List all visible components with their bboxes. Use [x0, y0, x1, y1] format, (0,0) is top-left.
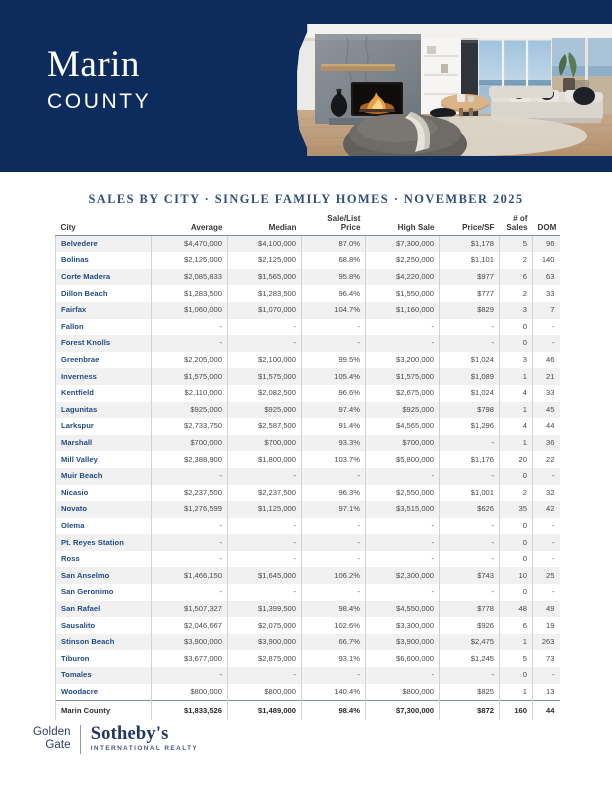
cell-price-sf: $977	[440, 269, 500, 286]
cell-high-sale: -	[366, 534, 440, 551]
page-subtitle: COUNTY	[47, 90, 152, 113]
cell-dom: 36	[533, 435, 560, 452]
cell-dom: -	[533, 667, 560, 684]
cell-average: -	[152, 667, 228, 684]
cell-average: $1,283,500	[152, 285, 228, 302]
cell-price-sf: $829	[440, 302, 500, 319]
cell-sale-list-price: -	[302, 584, 366, 601]
cell-median: $1,575,000	[228, 368, 302, 385]
cell-num-sales: 1	[500, 634, 533, 651]
cell-high-sale: $925,000	[366, 402, 440, 419]
cell-average: $1,575,000	[152, 368, 228, 385]
table-header-row	[56, 214, 560, 235]
cell-average: -	[152, 518, 228, 535]
cell-high-sale: $3,200,000	[366, 352, 440, 369]
cell-average: $3,900,000	[152, 634, 228, 651]
cell-dom: 19	[533, 617, 560, 634]
cell-high-sale: $800,000	[366, 684, 440, 701]
cell-num-sales: 6	[500, 269, 533, 286]
cell-price-sf: $1,178	[440, 235, 500, 252]
cell-sale-list-price: -	[302, 468, 366, 485]
cell-num-sales: 1	[500, 368, 533, 385]
cell-price-sf: $778	[440, 601, 500, 618]
cell-price-sf: -	[440, 468, 500, 485]
cell-median: $2,875,000	[228, 650, 302, 667]
table-row	[56, 402, 560, 419]
cell-price-sf: $777	[440, 285, 500, 302]
table-row	[56, 617, 560, 634]
cell-high-sale: $2,250,000	[366, 252, 440, 269]
cell-num-sales: 1	[500, 402, 533, 419]
cell-high-sale: -	[366, 319, 440, 336]
cell-median: $2,082,500	[228, 385, 302, 402]
cell-city: Fairfax	[56, 302, 152, 319]
cell-sale-list-price: 96.3%	[302, 485, 366, 502]
golden-gate-wordmark	[33, 726, 80, 752]
table-row	[56, 684, 560, 701]
cell-price-sf: $1,089	[440, 368, 500, 385]
cell-num-sales: 0	[500, 468, 533, 485]
cell-city: Tiburon	[56, 650, 152, 667]
cell-num-sales: 0	[500, 534, 533, 551]
cell-total-sale-list-price: 98.4%	[302, 701, 366, 720]
table-row	[56, 352, 560, 369]
table-row	[56, 501, 560, 518]
cell-sale-list-price: 97.1%	[302, 501, 366, 518]
cell-city: Woodacre	[56, 684, 152, 701]
cell-total-city: Marin County	[56, 701, 152, 720]
cell-sale-list-price: -	[302, 335, 366, 352]
cell-high-sale: $7,300,000	[366, 235, 440, 252]
cell-city: Tomales	[56, 667, 152, 684]
cell-median: $1,125,000	[228, 501, 302, 518]
cell-dom: 42	[533, 501, 560, 518]
cell-price-sf: $626	[440, 501, 500, 518]
cell-average: $1,060,000	[152, 302, 228, 319]
cell-total-num-sales: 160	[500, 701, 533, 720]
cell-average: $2,110,000	[152, 385, 228, 402]
cell-median: $1,565,000	[228, 269, 302, 286]
cell-dom: 33	[533, 385, 560, 402]
cell-average: $1,507,327	[152, 601, 228, 618]
cell-price-sf: -	[440, 551, 500, 568]
cell-median: $1,283,500	[228, 285, 302, 302]
cell-dom: 49	[533, 601, 560, 618]
cell-average: -	[152, 534, 228, 551]
cell-price-sf: $798	[440, 402, 500, 419]
cell-dom: -	[533, 534, 560, 551]
cell-sale-list-price: -	[302, 667, 366, 684]
cell-num-sales: 5	[500, 650, 533, 667]
cell-average: $2,046,667	[152, 617, 228, 634]
cell-num-sales: 4	[500, 418, 533, 435]
cell-median: $1,645,000	[228, 567, 302, 584]
cell-dom: -	[533, 551, 560, 568]
cell-city: Stinson Beach	[56, 634, 152, 651]
cell-sale-list-price: 66.7%	[302, 634, 366, 651]
column-header-sale-list-line2: Price	[340, 223, 361, 233]
cell-city: Larkspur	[56, 418, 152, 435]
cell-high-sale: $4,550,000	[366, 601, 440, 618]
cell-dom: 32	[533, 485, 560, 502]
cell-num-sales: 2	[500, 285, 533, 302]
cell-high-sale: $4,565,000	[366, 418, 440, 435]
cell-average: -	[152, 468, 228, 485]
cell-average: $2,205,000	[152, 352, 228, 369]
table-row	[56, 451, 560, 468]
cell-average: $4,470,000	[152, 235, 228, 252]
cell-city: Greenbrae	[56, 352, 152, 369]
cell-sale-list-price: 103.7%	[302, 451, 366, 468]
cell-high-sale: $1,550,000	[366, 285, 440, 302]
cell-median: $2,587,500	[228, 418, 302, 435]
sales-table-container	[55, 214, 559, 720]
cell-price-sf: $1,001	[440, 485, 500, 502]
cell-high-sale: $700,000	[366, 435, 440, 452]
hero-photo-illustration	[293, 24, 612, 156]
cell-average: -	[152, 319, 228, 336]
cell-city: Ross	[56, 551, 152, 568]
cell-num-sales: 0	[500, 335, 533, 352]
cell-median: $2,075,000	[228, 617, 302, 634]
cell-sale-list-price: 102.6%	[302, 617, 366, 634]
cell-dom: -	[533, 468, 560, 485]
column-header-num-sales-line2: Sales	[506, 223, 528, 233]
cell-city: Sausalito	[56, 617, 152, 634]
cell-median: -	[228, 468, 302, 485]
cell-num-sales: 2	[500, 485, 533, 502]
cell-median: $1,399,500	[228, 601, 302, 618]
cell-num-sales: 10	[500, 567, 533, 584]
cell-city: San Anselmo	[56, 567, 152, 584]
cell-median: $4,100,000	[228, 235, 302, 252]
cell-high-sale: $1,575,000	[366, 368, 440, 385]
table-row	[56, 368, 560, 385]
cell-average: $2,125,000	[152, 252, 228, 269]
cell-dom: 22	[533, 451, 560, 468]
page-title-block	[47, 44, 151, 115]
cell-total-price-sf: $872	[440, 701, 500, 720]
table-row	[56, 235, 560, 252]
cell-price-sf: $1,024	[440, 385, 500, 402]
cell-total-dom: 44	[533, 701, 560, 720]
table-row	[56, 567, 560, 584]
table-row	[56, 252, 560, 269]
cell-median: -	[228, 335, 302, 352]
table-row	[56, 634, 560, 651]
table-row	[56, 667, 560, 684]
cell-dom: 73	[533, 650, 560, 667]
cell-price-sf: $926	[440, 617, 500, 634]
table-row	[56, 335, 560, 352]
cell-sale-list-price: 87.0%	[302, 235, 366, 252]
cell-average: $2,237,500	[152, 485, 228, 502]
table-row	[56, 601, 560, 618]
column-header-sale-list-line1: Sale/List	[327, 214, 361, 223]
cell-num-sales: 35	[500, 501, 533, 518]
cell-num-sales: 1	[500, 684, 533, 701]
cell-city: Dillon Beach	[56, 285, 152, 302]
cell-median: -	[228, 551, 302, 568]
cell-average: $1,466,150	[152, 567, 228, 584]
cell-high-sale: $6,600,000	[366, 650, 440, 667]
cell-price-sf: $1,245	[440, 650, 500, 667]
cell-high-sale: $3,300,000	[366, 617, 440, 634]
table-row	[56, 518, 560, 535]
cell-sale-list-price: 93.3%	[302, 435, 366, 452]
cell-average: -	[152, 551, 228, 568]
sothebys-name: Sotheby's	[90, 724, 169, 744]
cell-city: Marshall	[56, 435, 152, 452]
cell-dom: 33	[533, 285, 560, 302]
table-body	[56, 235, 560, 720]
cell-city: Corte Madera	[56, 269, 152, 286]
cell-total-median: $1,489,000	[228, 701, 302, 720]
report-section-title: SALES BY CITY · SINGLE FAMILY HOMES · NOVEMBER 2025	[88, 192, 524, 206]
cell-median: $2,125,000	[228, 252, 302, 269]
cell-high-sale: -	[366, 518, 440, 535]
cell-sale-list-price: 68.8%	[302, 252, 366, 269]
cell-sale-list-price: 106.2%	[302, 567, 366, 584]
column-header-average: Average	[152, 214, 228, 235]
cell-sale-list-price: 93.1%	[302, 650, 366, 667]
cell-num-sales: 0	[500, 319, 533, 336]
table-total-row	[56, 701, 560, 720]
cell-total-average: $1,833,526	[152, 701, 228, 720]
cell-high-sale: $5,800,000	[366, 451, 440, 468]
table-row	[56, 285, 560, 302]
cell-price-sf: -	[440, 534, 500, 551]
cell-dom: 46	[533, 352, 560, 369]
cell-city: Bolinas	[56, 252, 152, 269]
cell-price-sf: -	[440, 518, 500, 535]
cell-price-sf: $825	[440, 684, 500, 701]
cell-city: San Rafael	[56, 601, 152, 618]
cell-average: $1,276,599	[152, 501, 228, 518]
cell-city: Inverness	[56, 368, 152, 385]
cell-high-sale: $3,515,000	[366, 501, 440, 518]
cell-sale-list-price: 99.5%	[302, 352, 366, 369]
table-row	[56, 551, 560, 568]
column-header-high-sale: High Sale	[366, 214, 440, 235]
cell-sale-list-price: 105.4%	[302, 368, 366, 385]
cell-high-sale: $1,160,000	[366, 302, 440, 319]
cell-city: Forest Knolls	[56, 335, 152, 352]
cell-price-sf: $1,024	[440, 352, 500, 369]
cell-num-sales: 2	[500, 252, 533, 269]
cell-sale-list-price: 104.7%	[302, 302, 366, 319]
cell-dom: -	[533, 319, 560, 336]
column-header-sale-list-price	[302, 214, 366, 235]
cell-high-sale: $3,900,000	[366, 634, 440, 651]
cell-num-sales: 0	[500, 584, 533, 601]
cell-dom: -	[533, 518, 560, 535]
cell-city: Novato	[56, 501, 152, 518]
international-realty-tagline: INTERNATIONAL REALTY	[90, 745, 199, 752]
cell-median: $3,900,000	[228, 634, 302, 651]
cell-median: -	[228, 534, 302, 551]
cell-high-sale: -	[366, 584, 440, 601]
cell-average: $925,000	[152, 402, 228, 419]
column-header-num-sales	[500, 214, 533, 235]
table-row	[56, 319, 560, 336]
sothebys-wordmark	[81, 725, 198, 753]
cell-city: Olema	[56, 518, 152, 535]
cell-price-sf: -	[440, 335, 500, 352]
cell-price-sf: -	[440, 319, 500, 336]
cell-num-sales: 6	[500, 617, 533, 634]
cell-sale-list-price: -	[302, 518, 366, 535]
cell-average: $3,677,000	[152, 650, 228, 667]
cell-sale-list-price: 96.6%	[302, 385, 366, 402]
cell-high-sale: $2,675,000	[366, 385, 440, 402]
cell-num-sales: 4	[500, 385, 533, 402]
cell-median: -	[228, 584, 302, 601]
cell-dom: -	[533, 335, 560, 352]
table-row	[56, 534, 560, 551]
cell-price-sf: $1,296	[440, 418, 500, 435]
column-header-price-sf: Price/SF	[440, 214, 500, 235]
cell-dom: 44	[533, 418, 560, 435]
cell-city: Mill Valley	[56, 451, 152, 468]
cell-median: $925,000	[228, 402, 302, 419]
cell-average: -	[152, 584, 228, 601]
cell-num-sales: 0	[500, 667, 533, 684]
cell-dom: 25	[533, 567, 560, 584]
cell-num-sales: 48	[500, 601, 533, 618]
cell-price-sf: $1,176	[440, 451, 500, 468]
column-header-city: City	[56, 214, 152, 235]
cell-sale-list-price: -	[302, 534, 366, 551]
cell-median: -	[228, 518, 302, 535]
cell-num-sales: 0	[500, 518, 533, 535]
cell-sale-list-price: -	[302, 319, 366, 336]
table-row	[56, 435, 560, 452]
cell-high-sale: -	[366, 667, 440, 684]
cell-high-sale: $2,300,000	[366, 567, 440, 584]
cell-price-sf: -	[440, 584, 500, 601]
footer-brand-logo	[33, 722, 198, 756]
cell-average: $2,733,750	[152, 418, 228, 435]
cell-average: $2,085,833	[152, 269, 228, 286]
table-row	[56, 650, 560, 667]
cell-city: Kentfield	[56, 385, 152, 402]
cell-average: $2,388,900	[152, 451, 228, 468]
cell-sale-list-price: 98.4%	[302, 601, 366, 618]
cell-dom: 21	[533, 368, 560, 385]
cell-dom: 13	[533, 684, 560, 701]
cell-dom: 7	[533, 302, 560, 319]
column-header-dom: DOM	[533, 214, 560, 235]
cell-city: San Geronimo	[56, 584, 152, 601]
cell-high-sale: -	[366, 551, 440, 568]
cell-dom: 96	[533, 235, 560, 252]
cell-city: Fallon	[56, 319, 152, 336]
cell-city: Lagunitas	[56, 402, 152, 419]
cell-price-sf: $1,101	[440, 252, 500, 269]
cell-sale-list-price: 97.4%	[302, 402, 366, 419]
cell-average: $800,000	[152, 684, 228, 701]
cell-num-sales: 3	[500, 302, 533, 319]
cell-price-sf: $743	[440, 567, 500, 584]
column-header-median: Median	[228, 214, 302, 235]
cell-average: $700,000	[152, 435, 228, 452]
cell-average: -	[152, 335, 228, 352]
cell-sale-list-price: 96.4%	[302, 285, 366, 302]
cell-high-sale: -	[366, 335, 440, 352]
page-title: Marin	[47, 44, 140, 85]
cell-price-sf: -	[440, 435, 500, 452]
column-header-num-sales-line1: # of	[513, 214, 528, 223]
cell-num-sales: 1	[500, 435, 533, 452]
cell-num-sales: 0	[500, 551, 533, 568]
table-row	[56, 418, 560, 435]
cell-dom: 140	[533, 252, 560, 269]
golden-gate-line2: Gate	[45, 739, 71, 751]
table-row	[56, 468, 560, 485]
cell-total-high-sale: $7,300,000	[366, 701, 440, 720]
table-row	[56, 584, 560, 601]
cell-dom: -	[533, 584, 560, 601]
cell-num-sales: 20	[500, 451, 533, 468]
cell-city: Pt. Reyes Station	[56, 534, 152, 551]
cell-median: $2,100,000	[228, 352, 302, 369]
table-row	[56, 385, 560, 402]
cell-median: $1,800,000	[228, 451, 302, 468]
cell-num-sales: 3	[500, 352, 533, 369]
hero-photo	[293, 24, 612, 156]
cell-median: $800,000	[228, 684, 302, 701]
cell-city: Muir Beach	[56, 468, 152, 485]
sales-by-city-table	[55, 214, 560, 720]
cell-median: -	[228, 667, 302, 684]
cell-price-sf: $2,475	[440, 634, 500, 651]
cell-median: $700,000	[228, 435, 302, 452]
cell-high-sale: $4,220,000	[366, 269, 440, 286]
cell-num-sales: 5	[500, 235, 533, 252]
cell-dom: 63	[533, 269, 560, 286]
cell-sale-list-price: 91.4%	[302, 418, 366, 435]
cell-sale-list-price: 95.8%	[302, 269, 366, 286]
cell-sale-list-price: 140.4%	[302, 684, 366, 701]
cell-city: Nicasio	[56, 485, 152, 502]
table-row	[56, 302, 560, 319]
cell-median: -	[228, 319, 302, 336]
cell-price-sf: -	[440, 667, 500, 684]
table-row	[56, 269, 560, 286]
cell-city: Belvedere	[56, 235, 152, 252]
cell-high-sale: $2,550,000	[366, 485, 440, 502]
cell-dom: 45	[533, 402, 560, 419]
table-row	[56, 485, 560, 502]
cell-dom: 263	[533, 634, 560, 651]
cell-sale-list-price: -	[302, 551, 366, 568]
golden-gate-line1: Golden	[33, 726, 71, 738]
cell-high-sale: -	[366, 468, 440, 485]
cell-median: $1,070,000	[228, 302, 302, 319]
cell-median: $2,237,500	[228, 485, 302, 502]
